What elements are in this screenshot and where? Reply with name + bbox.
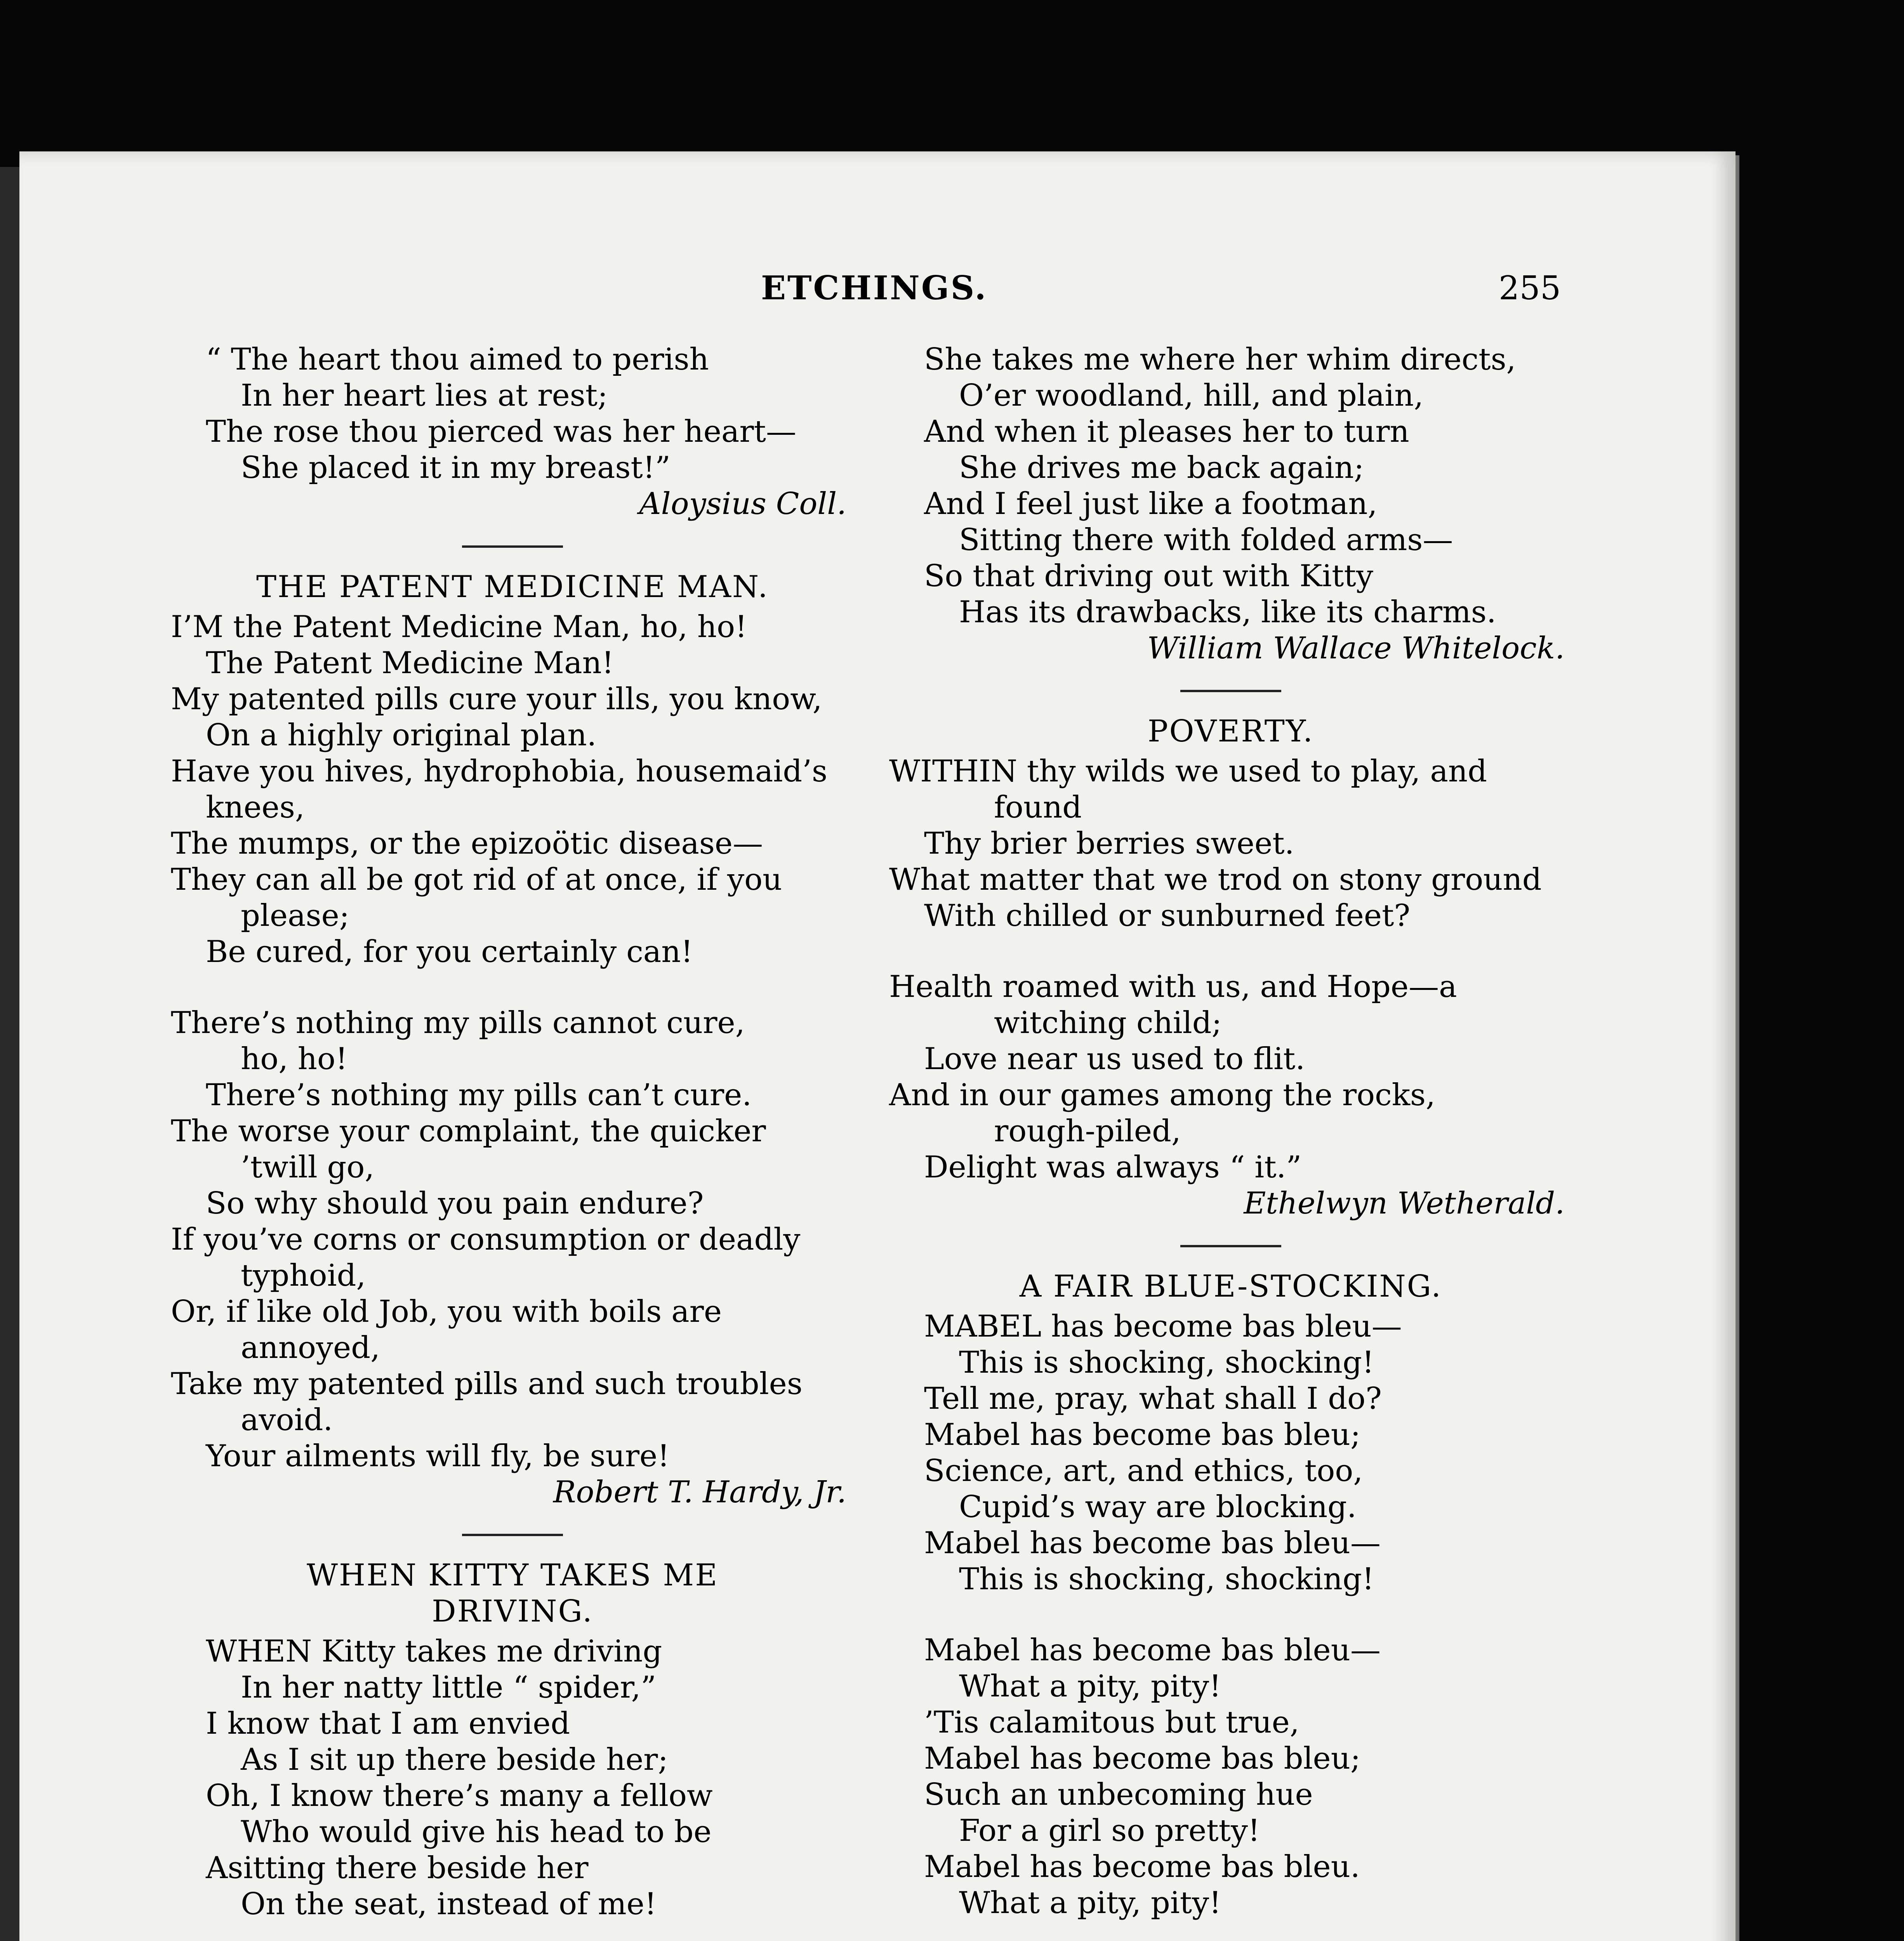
poem-line: She placed it in my breast!” <box>241 450 671 485</box>
poem-line: She drives me back again; <box>959 450 1364 485</box>
poem-line: This is shocking, shocking! <box>959 1562 1374 1597</box>
poem-line: Has its drawbacks, like its charms. <box>959 595 1496 630</box>
poem-line: So why should you pain endure? <box>206 1186 704 1221</box>
poem-line: So that driving out with Kitty <box>924 559 1373 594</box>
poem-kitty-continuation <box>889 342 1572 667</box>
poem-line: The Patent Medicine Man! <box>206 646 614 681</box>
poem-line: Your ailments will fly, be sure! <box>206 1439 670 1474</box>
poem-line: Thy brier berries sweet. <box>924 826 1294 861</box>
poem-line: There’s nothing my pills cannot cure, <box>171 1005 745 1040</box>
poem-line: MABEL has become bas bleu— <box>924 1309 1402 1344</box>
poem-author: William Wallace Whitelock. <box>1147 631 1565 666</box>
poem-line: Have you hives, hydrophobia, housemaid’s <box>171 754 827 789</box>
poem-line: If you’ve corns or consumption or deadly <box>171 1222 801 1257</box>
poem-line: What a pity, pity! <box>959 1885 1221 1920</box>
poem-patent-medicine-man <box>171 569 854 1510</box>
poem-author: Robert T. Hardy, Jr. <box>553 1475 846 1510</box>
poem-line: Science, art, and ethics, too, <box>924 1453 1363 1488</box>
poem-line: please; <box>241 898 350 933</box>
poem-line: The mumps, or the epizoötic disease— <box>171 826 763 861</box>
poem-line: I’M the Patent Medicine Man, ho, ho! <box>171 609 747 644</box>
poem-line: The worse your complaint, the quicker <box>171 1114 766 1149</box>
poem-line: Delight was always “ it.” <box>924 1150 1302 1185</box>
poem-line: Mabel has become bas bleu; <box>924 1417 1361 1452</box>
poem-line: She takes me where her whim directs, <box>924 342 1516 377</box>
poem-title: POVERTY. <box>1148 714 1314 749</box>
poem-line: On the seat, instead of me! <box>241 1887 657 1922</box>
poem-title: THE PATENT MEDICINE MAN. <box>256 569 769 604</box>
right-column <box>889 342 1572 1941</box>
poem-line: annoyed, <box>241 1330 380 1365</box>
running-title: ETCHINGS. <box>761 269 988 307</box>
poem-line: found <box>994 790 1082 825</box>
poem-line: Sitting there with folded arms— <box>959 523 1453 557</box>
poem-line: Tell me, pray, what shall I do? <box>924 1381 1382 1416</box>
poem-line: Mabel has become bas bleu— <box>924 1526 1381 1561</box>
poem-line: Mabel has become bas bleu— <box>924 1633 1381 1668</box>
poem-line: Love near us used to flit. <box>924 1042 1305 1076</box>
poem-line: Cupid’s way are blocking. <box>959 1490 1357 1524</box>
poem-line: WITHIN thy wilds we used to play, and <box>889 754 1487 789</box>
poem-line: What matter that we trod on stony ground <box>889 862 1542 897</box>
poem-line: In her heart lies at rest; <box>241 378 608 413</box>
poem-title: WHEN KITTY TAKES ME <box>306 1558 719 1593</box>
poem-line: ’twill go, <box>241 1150 375 1185</box>
poem-author: Ethelwyn Wetherald. <box>1244 1186 1565 1221</box>
poem-line: Health roamed with us, and Hope—a <box>889 969 1457 1004</box>
poem-line: O’er woodland, hill, and plain, <box>959 378 1424 413</box>
poem-line: And in our games among the rocks, <box>889 1078 1435 1113</box>
poem-line: Take my patented pills and such troubles <box>171 1366 803 1401</box>
poem-line: rough-piled, <box>994 1114 1181 1149</box>
poem-line: Who would give his head to be <box>241 1814 712 1849</box>
poem-line: Mabel has become bas bleu. <box>924 1849 1360 1884</box>
poem-line: Or, if like old Job, you with boils are <box>171 1294 722 1329</box>
poem-when-kitty-takes-me-driving <box>171 1557 854 1941</box>
poem-a-fair-blue-stocking <box>889 1269 1572 1941</box>
poem-line: WHEN Kitty takes me driving <box>206 1634 662 1669</box>
section-divider <box>1180 690 1281 692</box>
poem-coll-ending <box>171 342 854 522</box>
poem-line: typhoid, <box>241 1258 366 1293</box>
section-divider <box>462 545 563 548</box>
poem-line: “ The heart thou aimed to perish <box>206 342 709 377</box>
poem-line: Be cured, for you certainly can! <box>206 934 693 969</box>
poem-line: In her natty little “ spider,” <box>241 1670 657 1705</box>
poem-line: ’Tis calamitous but true, <box>924 1705 1299 1740</box>
poem-line: As I sit up there beside her; <box>241 1742 668 1777</box>
poem-title: A FAIR BLUE-STOCKING. <box>1019 1269 1442 1304</box>
poem-line: Such an unbecoming hue <box>924 1777 1313 1812</box>
poem-author: Aloysius Coll. <box>639 486 846 521</box>
poem-line: There’s nothing my pills can’t cure. <box>206 1078 752 1113</box>
section-divider <box>462 1534 563 1536</box>
poem-title-continued: DRIVING. <box>432 1594 593 1629</box>
poem-line: For a girl so pretty! <box>959 1813 1260 1848</box>
poem-line: Mabel has become bas bleu; <box>924 1741 1361 1776</box>
poem-line: Asitting there beside her <box>206 1851 589 1885</box>
poem-line: With chilled or sunburned feet? <box>924 898 1411 933</box>
poem-line: What a pity, pity! <box>959 1669 1221 1704</box>
poem-line: knees, <box>206 790 305 825</box>
poem-line: The rose thou pierced was her heart— <box>206 414 796 449</box>
poem-line: avoid. <box>241 1403 333 1438</box>
poem-line: My patented pills cure your ills, you know, <box>171 682 822 717</box>
poem-poverty <box>889 714 1572 1222</box>
left-column <box>171 342 854 1941</box>
poem-line: And when it pleases her to turn <box>924 414 1409 449</box>
poem-line: This is shocking, shocking! <box>959 1345 1374 1380</box>
poem-line: They can all be got rid of at once, if you <box>171 862 782 897</box>
poem-line: And I feel just like a footman, <box>924 486 1378 521</box>
poem-line: Oh, I know there’s many a fellow <box>206 1778 713 1813</box>
page-number: 255 <box>1499 269 1561 307</box>
poem-line: On a highly original plan. <box>206 718 597 753</box>
poem-line: witching child; <box>994 1005 1222 1040</box>
poem-line: I know that I am envied <box>206 1706 570 1741</box>
section-divider <box>1180 1245 1281 1247</box>
poem-line: ho, ho! <box>241 1042 348 1076</box>
